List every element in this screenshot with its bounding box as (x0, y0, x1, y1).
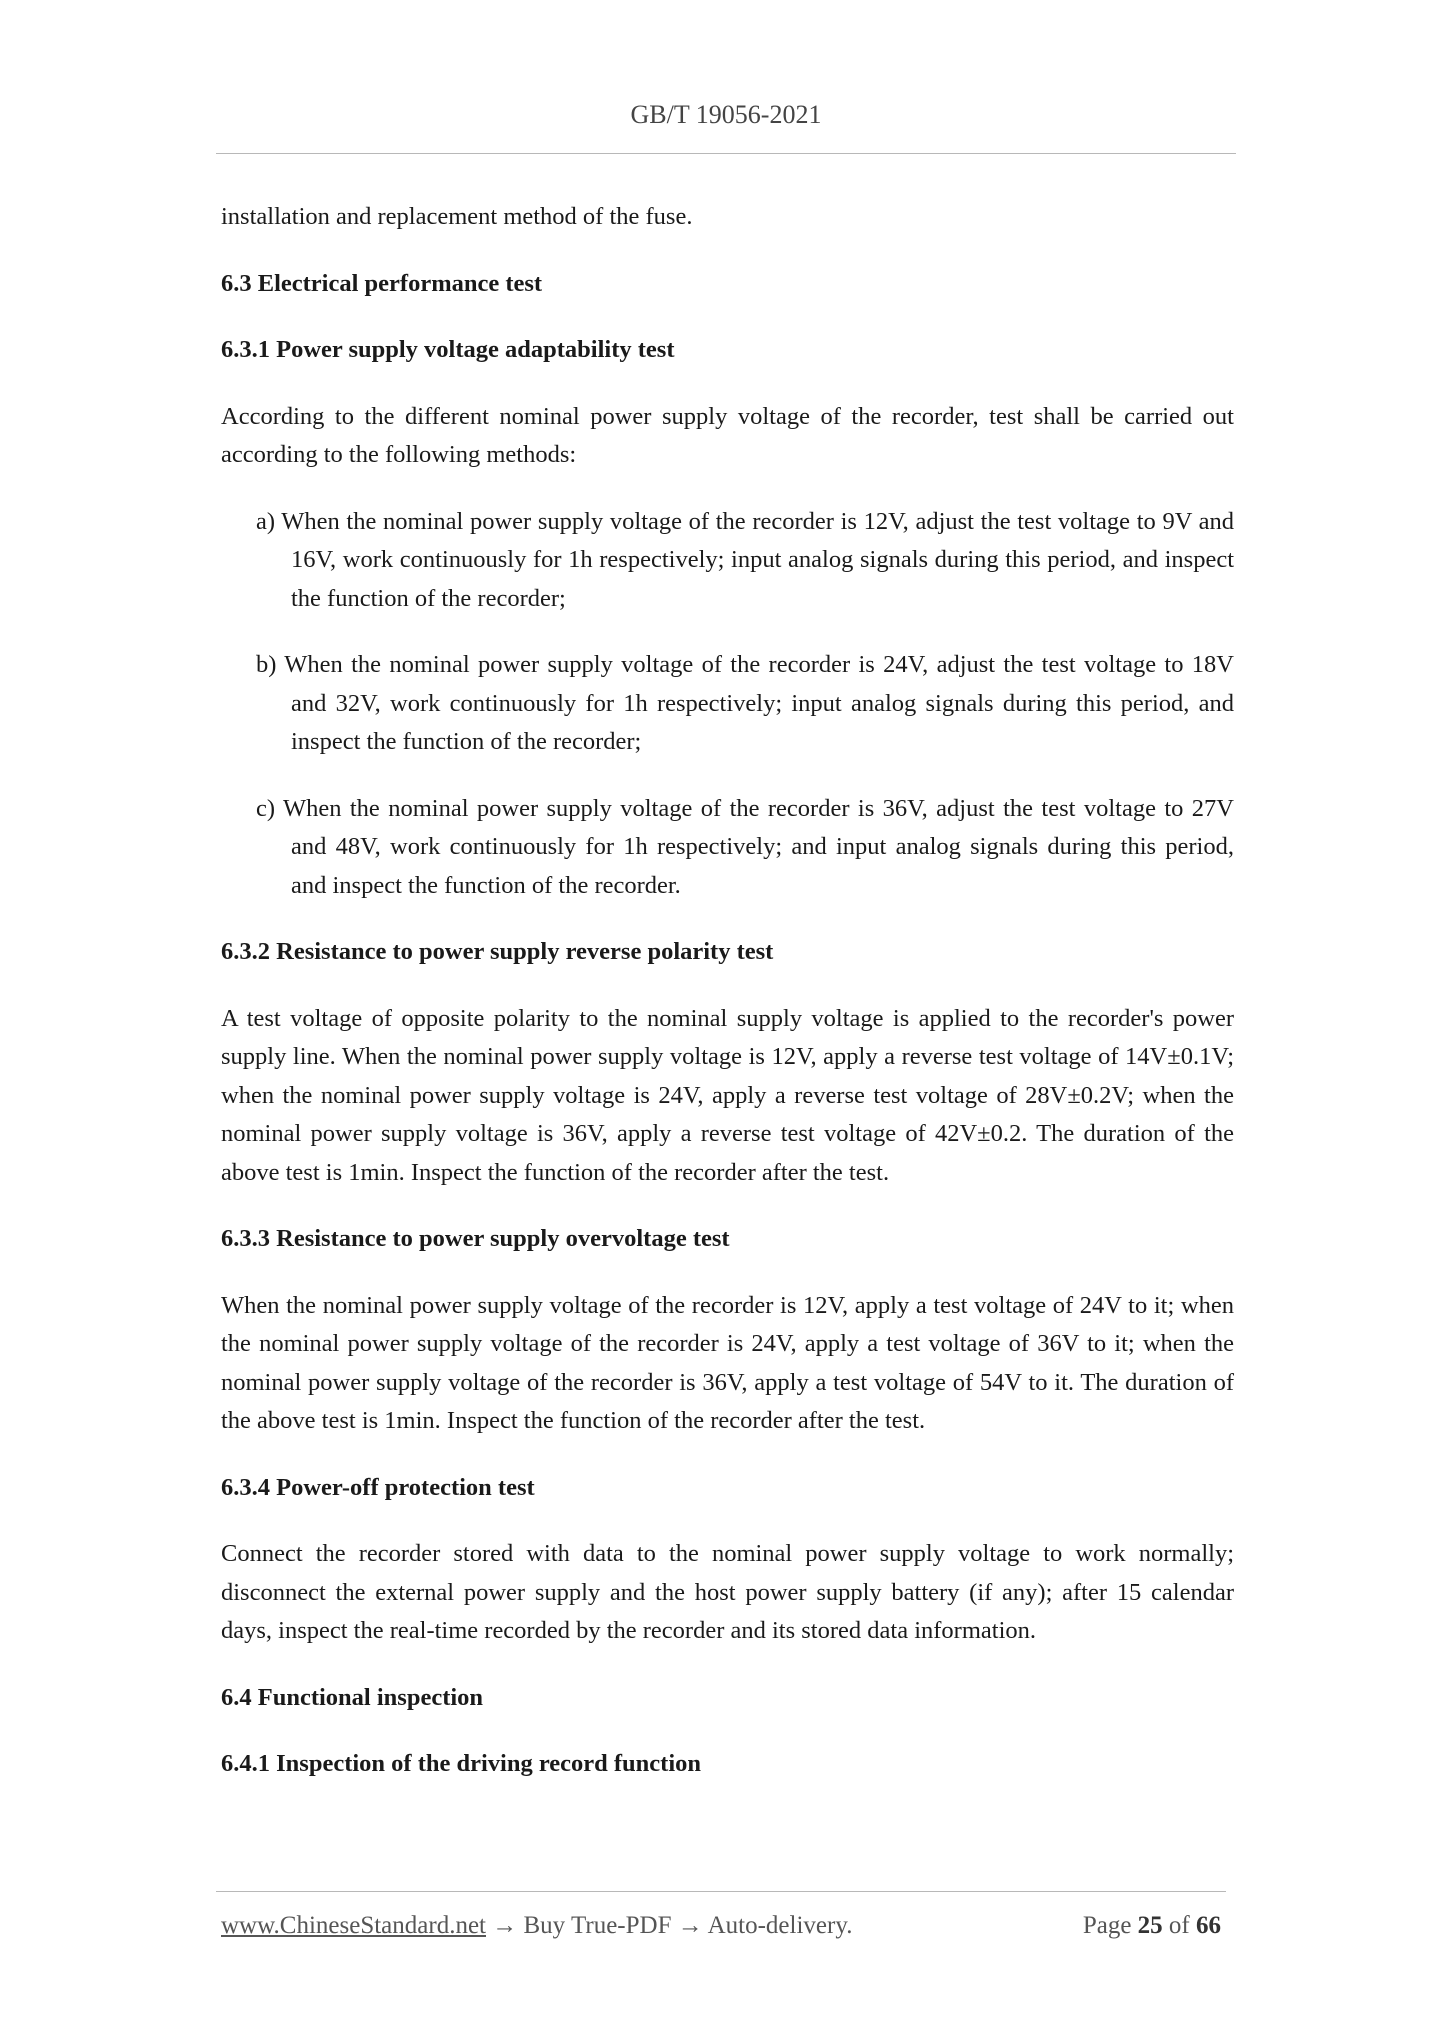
running-header: GB/T 19056-2021 (630, 100, 822, 129)
section-heading-6-4: 6.4 Functional inspection (221, 1683, 484, 1711)
paragraph-6-3-4: Connect the recorder stored with data to the nominal power supply voltage to work normally; disconnect the external power supply and the host power supply battery (if any); after 15 calendar days, inspect the real-time recorded by the recorder and its stored data information. (221, 1540, 1234, 1644)
list-item-c: c) When the nominal power supply voltage of the recorder is 36V, adjust the test voltage to 27V and 48V, work continuously for 1h respectively; and input analog signals during this period, and inspect the function of the recorder. (256, 794, 1234, 899)
section-heading-6-3-3: 6.3.3 Resistance to power supply overvoltage test (221, 1225, 730, 1252)
footer-promo (221, 1909, 852, 1943)
section-heading-6-3: 6.3 Electrical performance test (221, 269, 543, 297)
paragraph-6-3-1: According to the different nominal power supply voltage of the recorder, test shall be carried out according to the following methods: (221, 402, 1234, 468)
promo-text: → Buy True-PDF → Auto-delivery. (492, 1912, 853, 1939)
page-number (1083, 1909, 1221, 1943)
site-link[interactable]: www.ChineseStandard.net (221, 1912, 486, 1939)
header-divider (216, 153, 1236, 154)
section-heading-6-3-4: 6.3.4 Power-off protection test (221, 1473, 535, 1501)
section-heading-6-4-1: 6.4.1 Inspection of the driving record function (221, 1750, 702, 1777)
current-page: 25 (1137, 1912, 1163, 1939)
section-heading-6-3-1: 6.3.1 Power supply voltage adaptability test (221, 336, 675, 363)
paragraph-6-3-3: When the nominal power supply voltage of the recorder is 12V, apply a test voltage of 24V to it; when the nominal power supply voltage of the recorder is 24V, apply a test voltage of 36V to it; when the nominal power supply voltage of the recorder is 36V, apply a test voltage of 54V to it. The duration of the above test is 1min. Inspect the function of the recorder after the test. (221, 1291, 1234, 1434)
total-pages: 66 (1196, 1912, 1221, 1939)
page-body (221, 198, 1234, 1812)
continued-paragraph: installation and replacement method of the fuse. (221, 203, 693, 230)
footer-divider (216, 1891, 1226, 1892)
section-heading-6-3-2: 6.3.2 Resistance to power supply reverse polarity test (221, 938, 774, 965)
paragraph-6-3-2: A test voltage of opposite polarity to the nominal supply voltage is applied to the recorder's power supply line. When the nominal power supply voltage is 12V, apply a reverse test voltage of 14V±0.1V; when the nominal power supply voltage is 24V, apply a reverse test voltage of 28V±0.2V; when the nominal power supply voltage is 36V, apply a reverse test voltage of 42V±0.2. The duration of the above test is 1min. Inspect the function of the recorder after the test. (221, 1004, 1234, 1186)
list-item-b: b) When the nominal power supply voltage of the recorder is 24V, adjust the test voltage to 18V and 32V, work continuously for 1h respectively; input analog signals during this period, and inspect the function of the recorder; (256, 651, 1234, 755)
of-word: of (1168, 1912, 1190, 1939)
page-word: Page (1082, 1912, 1132, 1939)
list-item-a: a) When the nominal power supply voltage of the recorder is 12V, adjust the test voltage to 9V and 16V, work continuously for 1h respectively; input analog signals during this period, and inspect the function of the recorder; (256, 507, 1234, 612)
